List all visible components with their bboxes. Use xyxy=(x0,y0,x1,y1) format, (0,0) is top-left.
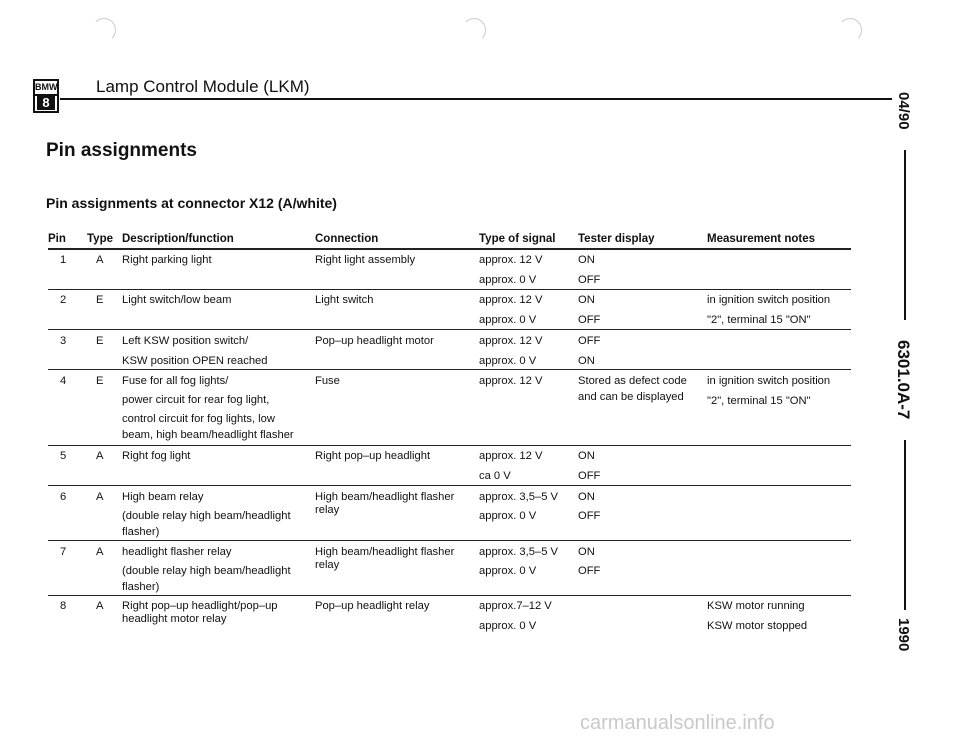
measurement-note-line: in ignition switch position xyxy=(707,294,831,306)
bmw-8-logo xyxy=(33,79,59,113)
tester-display-line: OFF xyxy=(578,314,601,326)
tester-display-line: ON xyxy=(578,254,595,266)
description-line: Right fog light xyxy=(122,450,191,462)
description-line: Left KSW position switch/ xyxy=(122,335,249,347)
signal-line: ca 0 V xyxy=(479,470,511,482)
header-rule-line xyxy=(48,248,851,250)
signal-line: approx. 12 V xyxy=(479,254,543,266)
signal-line: approx. 0 V xyxy=(479,620,537,632)
signal-line: approx.7–12 V xyxy=(479,600,552,612)
connection-line: Fuse xyxy=(315,375,340,387)
year-label: 1990 xyxy=(895,618,912,652)
margin-rule xyxy=(904,440,906,610)
connection-line: Pop–up headlight relay xyxy=(315,600,430,612)
row-divider xyxy=(48,540,851,541)
description-line: headlight motor relay xyxy=(122,613,227,625)
connection-line: Light switch xyxy=(315,294,374,306)
connection-line: Right pop–up headlight xyxy=(315,450,431,462)
pin-number: 4 xyxy=(60,375,67,387)
pin-number: 1 xyxy=(60,254,67,266)
signal-line: approx. 3,5–5 V xyxy=(479,491,558,503)
measurement-note-line: in ignition switch position xyxy=(707,375,831,387)
signal-line: approx. 0 V xyxy=(479,274,537,286)
measurement-note-line: "2", terminal 15 "ON" xyxy=(707,314,811,326)
row-divider xyxy=(48,289,851,290)
section-title: Pin assignments at connector X12 (A/white) xyxy=(46,195,337,211)
header-notes: Measurement notes xyxy=(707,233,816,245)
row-divider xyxy=(48,445,851,446)
tester-display-line: OFF xyxy=(578,510,601,522)
connection-line: Right light assembly xyxy=(315,254,416,266)
scan-mark xyxy=(462,18,486,42)
pin-number: 5 xyxy=(60,450,67,462)
signal-line: approx. 0 V xyxy=(479,355,537,367)
pin-type: A xyxy=(96,450,104,462)
date-label: 04/90 xyxy=(895,92,912,130)
description-line: High beam relay xyxy=(122,491,204,503)
tester-display-line: ON xyxy=(578,450,595,462)
pin-type: A xyxy=(96,600,104,612)
tester-display-line: OFF xyxy=(578,335,601,347)
pin-number: 3 xyxy=(60,335,67,347)
margin-rule xyxy=(904,150,906,320)
description-line: control circuit for fog lights, low xyxy=(122,413,275,425)
pin-type: E xyxy=(96,294,104,306)
description-line: KSW position OPEN reached xyxy=(122,355,268,367)
measurement-note-line: "2", terminal 15 "ON" xyxy=(707,395,811,407)
measurement-note-line: KSW motor stopped xyxy=(707,620,808,632)
row-divider xyxy=(48,369,851,370)
row-divider xyxy=(48,595,851,596)
page-title: Pin assignments xyxy=(46,140,197,161)
header-signal: Type of signal xyxy=(479,233,556,245)
header-tester: Tester display xyxy=(578,233,655,245)
description-line: beam, high beam/headlight flasher xyxy=(122,429,294,441)
header-rule xyxy=(60,98,892,100)
logo-top-text: BMW xyxy=(35,81,57,96)
header-type: Type xyxy=(87,233,113,245)
row-divider xyxy=(48,329,851,330)
connection-line: High beam/headlight flasher xyxy=(315,546,455,558)
pin-type: A xyxy=(96,254,104,266)
module-title: Lamp Control Module (LKM) xyxy=(96,77,310,96)
tester-display-line: Stored as defect code xyxy=(578,375,687,387)
description-line: (double relay high beam/headlight xyxy=(122,565,291,577)
tester-display-line: OFF xyxy=(578,470,601,482)
pin-type: E xyxy=(96,335,104,347)
header-pin: Pin xyxy=(48,233,66,245)
signal-line: approx. 0 V xyxy=(479,510,537,522)
measurement-note-line: KSW motor running xyxy=(707,600,805,612)
pin-number: 2 xyxy=(60,294,67,306)
signal-line: approx. 3,5–5 V xyxy=(479,546,558,558)
signal-line: approx. 12 V xyxy=(479,375,543,387)
header-connection: Connection xyxy=(315,233,379,245)
tester-display-line: ON xyxy=(578,294,595,306)
connection-line: relay xyxy=(315,504,340,516)
tester-display-line: OFF xyxy=(578,565,601,577)
doc-number: 6301.0A-7 xyxy=(894,340,913,420)
signal-line: approx. 0 V xyxy=(479,565,537,577)
logo-bottom-text: 8 xyxy=(37,96,55,110)
description-line: power circuit for rear fog light, xyxy=(122,394,270,406)
tester-display-line: OFF xyxy=(578,274,601,286)
scan-mark xyxy=(838,18,862,42)
tester-display-line: ON xyxy=(578,546,595,558)
signal-line: approx. 12 V xyxy=(479,450,543,462)
connection-line: Pop–up headlight motor xyxy=(315,335,434,347)
row-divider xyxy=(48,485,851,486)
signal-line: approx. 12 V xyxy=(479,335,543,347)
tester-display-line: and can be displayed xyxy=(578,391,684,403)
pin-type: A xyxy=(96,546,104,558)
header-description: Description/function xyxy=(122,233,234,245)
description-line: flasher) xyxy=(122,581,160,593)
pin-number: 7 xyxy=(60,546,67,558)
pin-type: E xyxy=(96,375,104,387)
description-line: flasher) xyxy=(122,526,160,538)
description-line: Light switch/low beam xyxy=(122,294,232,306)
scan-mark xyxy=(92,18,116,42)
description-line: Right parking light xyxy=(122,254,212,266)
description-line: (double relay high beam/headlight xyxy=(122,510,291,522)
pin-number: 8 xyxy=(60,600,67,612)
connection-line: relay xyxy=(315,559,340,571)
description-line: Right pop–up headlight/pop–up xyxy=(122,600,278,612)
signal-line: approx. 12 V xyxy=(479,294,543,306)
pin-number: 6 xyxy=(60,491,67,503)
tester-display-line: ON xyxy=(578,355,595,367)
signal-line: approx. 0 V xyxy=(479,314,537,326)
description-line: Fuse for all fog lights/ xyxy=(122,375,229,387)
pin-type: A xyxy=(96,491,104,503)
description-line: headlight flasher relay xyxy=(122,546,232,558)
watermark: carmanualsonline.info xyxy=(580,712,775,734)
connection-line: High beam/headlight flasher xyxy=(315,491,455,503)
tester-display-line: ON xyxy=(578,491,595,503)
